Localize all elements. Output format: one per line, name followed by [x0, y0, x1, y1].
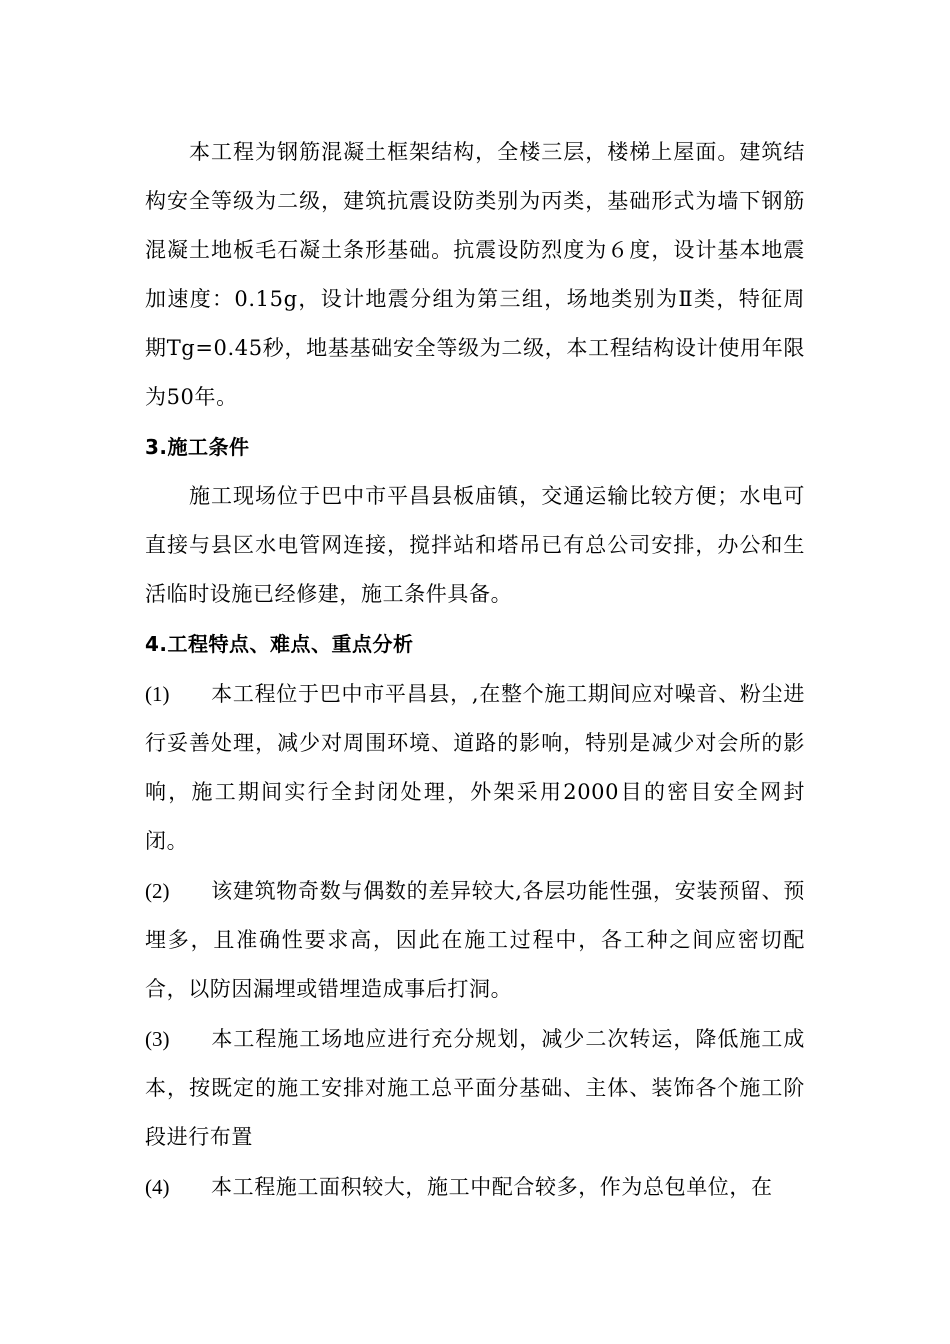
list-item: [145, 1015, 805, 1162]
structure-paragraph: 本工程为钢筋混凝土框架结构，全楼三层，楼梯上屋面。建筑结构安全等级为二级，建筑抗震设防类别为丙类，基础形式为墙下钢筋混凝土地板毛石凝土条形基础。抗震设防烈度为６度，设计基本地震加速度：0.15g，设计地震分组为第三组，场地类别为Ⅱ类，特征周期Tg=0.45秒，地基基础安全等级为二级，本工程结构设计使用年限为50年。: [145, 140, 805, 409]
list-item-text: 本工程施工场地应进行充分规划，减少二次转运，降低施工成本，按既定的施工安排对施工总平面分基础、主体、装饰各个施工阶段进行布置: [145, 1027, 805, 1149]
construction-conditions-paragraph: 施工现场位于巴中市平昌县板庙镇，交通运输比较方便；水电可直接与县区水电管网连接，搅拌站和塔吊已有总公司安排，办公和生活临时设施已经修建，施工条件具备。: [145, 484, 805, 606]
section-heading-construction-conditions: 3.施工条件: [145, 435, 250, 459]
list-item-text: 该建筑物奇数与偶数的差异较大,各层功能性强，安装预留、预埋多，且准确性要求高，因此在施工过程中，各工种之间应密切配合，以防因漏埋或错埋造成事后打洞。: [145, 879, 805, 1001]
document-body: [145, 128, 805, 1212]
list-item-number: (4): [145, 1175, 170, 1199]
list-item-text: 本工程施工面积较大，施工中配合较多，作为总包单位，在: [211, 1175, 773, 1199]
list-item-number: (1): [145, 682, 170, 706]
list-item: [145, 1163, 805, 1212]
list-item-number: (2): [145, 879, 170, 903]
section-heading-features-analysis: 4.工程特点、难点、重点分析: [145, 632, 414, 656]
list-item-number: (3): [145, 1027, 170, 1051]
list-item: [145, 867, 805, 1014]
list-item-text: 本工程位于巴中市平昌县，,在整个施工期间应对噪音、粉尘进行妥善处理，减少对周围环境、道路的影响，特别是减少对会所的影响，施工期间实行全封闭处理，外架采用2000目的密目安全网封闭。: [145, 682, 805, 853]
list-item: [145, 670, 805, 866]
